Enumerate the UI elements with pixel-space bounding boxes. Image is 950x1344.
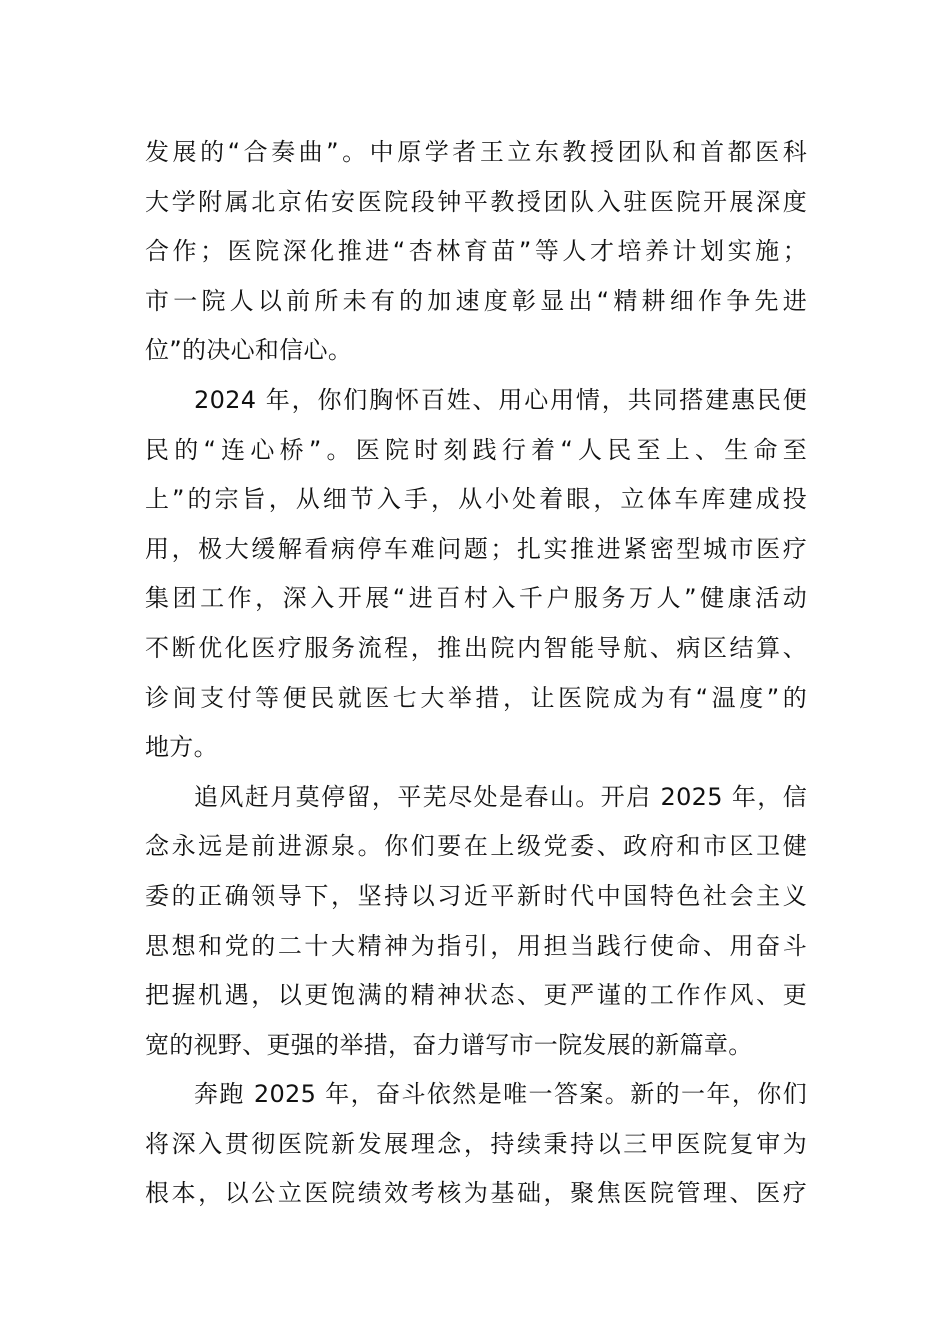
text-line: 诊间支付等便民就医七大举措，让医院成为有“温度”的: [145, 683, 807, 712]
text-line: 地方。: [145, 733, 218, 762]
text-line: 用，极大缓解看病停车难问题；扎实推进紧密型城市医疗: [145, 534, 807, 563]
text-line: 上”的宗旨，从细节入手，从小处着眼，立体车库建成投: [145, 485, 807, 514]
text-line: 宽的视野、更强的举措，奋力谱写市一院发展的新篇章。: [145, 1030, 753, 1059]
text-line: 发展的“合奏曲”。中原学者王立东教授团队和首都医科: [145, 138, 807, 166]
text-line: 思想和党的二十大精神为指引，用担当践行使命、用奋斗: [145, 931, 807, 960]
text-line: 市一院人以前所未有的加速度彰显出“精耕细作争先进: [145, 286, 807, 315]
text-line: 根本，以公立医院绩效考核为基础，聚焦医院管理、医疗: [145, 1179, 807, 1208]
body-text: [145, 128, 807, 1219]
text-line: 集团工作，深入开展“进百村入千户服务万人”健康活动: [145, 584, 807, 613]
paragraph-first-line: 2024 年，你们胸怀百姓、用心用情，共同搭建惠民便: [194, 385, 807, 414]
text-line: 不断优化医疗服务流程，推出院内智能导航、病区结算、: [145, 633, 807, 662]
text-line: 民的“连心桥”。医院时刻践行着“人民至上、生命至: [145, 435, 807, 464]
text-line: 念永远是前进源泉。你们要在上级党委、政府和市区卫健: [145, 832, 807, 861]
text-line: 委的正确领导下，坚持以习近平新时代中国特色社会主义: [145, 881, 807, 910]
text-line: 大学附属北京佑安医院段钟平教授团队入驻医院开展深度: [145, 187, 807, 216]
paragraph-first-line: 追风赶月莫停留，平芜尽处是春山。开启 2025 年，信: [194, 782, 807, 811]
text-line: 位”的决心和信心。: [145, 336, 353, 365]
text-line: 将深入贯彻医院新发展理念，持续秉持以三甲医院复审为: [145, 1129, 807, 1158]
text-line: 合作；医院深化推进“杏林育苗”等人才培养计划实施；: [145, 237, 807, 266]
text-line: 把握机遇，以更饱满的精神状态、更严谨的工作作风、更: [145, 981, 807, 1010]
paragraph-first-line: 奔跑 2025 年，奋斗依然是唯一答案。新的一年，你们: [194, 1080, 807, 1109]
